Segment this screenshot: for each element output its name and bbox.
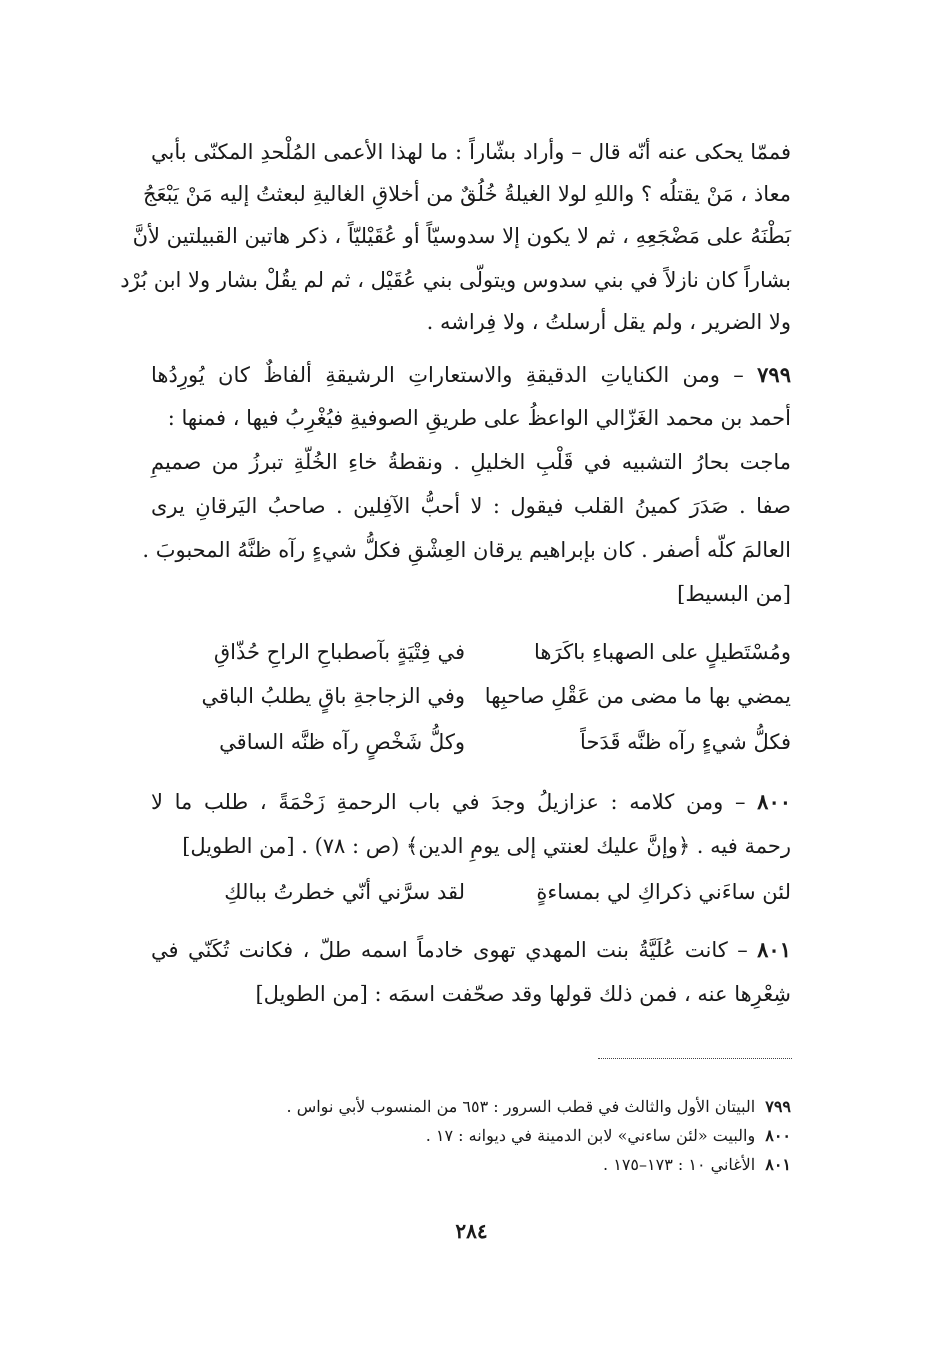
entry-text: – كانت عُلَيَّةُ بنت المهدي تهوى خادماً اسمه طلّ ، فكانت تُكَنّي في — [151, 938, 748, 962]
footnote-text: الأغاني ١٠ : ١٧٣–١٧٥ . — [603, 1155, 756, 1174]
footnote — [151, 1092, 791, 1121]
text-line: ولا الضرير ، ولم يقل أرسلتُ ، ولا فِراشه . — [426, 310, 791, 334]
footnote-divider — [598, 1058, 792, 1059]
text-line: فممّا يحكى عنه أنّه قال – وأراد بشّاراً : ما لهذا الأعمى المُلْحدِ المكنّى بأبي — [151, 140, 791, 164]
footnote-number: ٧٩٩ — [765, 1097, 791, 1116]
text-line: معاذ ، مَنْ يقتلُه ؟ واللهِ لولا الغيلةُ خُلُقٌ من أخلاقِ الغاليةِ لبعثتُ إليه مَنْ يَبْعَجُ — [143, 182, 791, 206]
footnote — [151, 1150, 791, 1179]
verse-first-hemistich: يمضي بها ما مضى من عَقْلِ صاحبِها — [484, 684, 791, 708]
entry-text: – ومن الكناياتِ الدقيقةِ والاستعاراتِ الرشيقةِ ألفاظٌ كان يُورِدُها — [151, 363, 744, 387]
entry-799-line — [151, 355, 791, 395]
footnote — [151, 1121, 791, 1150]
verse-second-hemistich: وفي الزجاجةِ باقٍ يطلبُ الباقي — [201, 684, 465, 708]
entry-801-line — [151, 930, 791, 970]
verse-second-hemistich: وكلُّ شَخْصٍ رآه ظنَّه الساقي — [219, 730, 465, 754]
verse-first-hemistich: لئن ساءَني ذكراكِ لي بمساءةٍ — [536, 880, 791, 904]
entry-number: ٨٠٠ — [757, 789, 792, 814]
verse-first-hemistich: فكلُّ شيءٍ رآه ظنَّه قَدَحاً — [580, 730, 791, 754]
verse-second-hemistich: في فِتْيَةٍ بآصطباحِ الراحِ حُذّاقِ — [213, 640, 465, 664]
text-line: بشاراً كان نازلاً في بني سدوس ويتولّى بني عُقَيْل ، ثم لم يقُلْ بشار ولا ابن بُرْد — [120, 268, 791, 292]
text-line: أحمد بن محمد الغَزّالي الواعظُ على طريقِ الصوفيةِ فيُغْرِبُ فيها ، فمنها : — [167, 406, 791, 430]
verse-first-hemistich: ومُسْتَطيلٍ على الصهباءِ باكَرَها — [534, 640, 791, 664]
entry-text: – ومن كلامه : عزازيلُ وجدَ في باب الرحمةِ زَحْمَةً ، طلب ما لا — [151, 790, 746, 814]
page-number: ٢٨٤ — [455, 1219, 488, 1243]
meter-label: [من البسيط] — [677, 582, 791, 606]
text-line: صفا . صَدَرَ كمينُ القلب فيقول : لا أحبُّ الآفِلين . صاحبُ اليَرقانِ يرى — [151, 494, 791, 518]
text-line: ماجت بحارُ التشبيه في قَلْبِ الخليلِ . ونقطةُ خاءِ الخُلّةِ تبرزُ من صميمِ — [151, 450, 791, 474]
footnote-number: ٨٠٠ — [765, 1126, 791, 1145]
entry-number: ٧٩٩ — [757, 362, 791, 387]
footnote-text: والبيت «لئن ساءني» لابن الدمينة في ديوانه : ١٧ . — [425, 1126, 756, 1145]
footnote-text: البيتان الأول والثالث في قطب السرور : ٦٥٣ من المنسوب لأبي نواس . — [286, 1097, 756, 1116]
text-line: رحمة فيه . ﴿وإنَّ عليك لعنتي إلى يومِ الدين﴾ (ص : ٧٨) . [من الطويل] — [182, 834, 791, 858]
entry-800-line — [151, 782, 791, 822]
text-line: العالمَ كلّه أصفر . كان بإبراهيم يرقان العِشْقِ فكلُّ شيءٍ رآه ظنَّهُ المحبوبَ . — [142, 538, 791, 562]
entry-number: ٨٠١ — [757, 937, 791, 962]
text-line: شِعْرِها عنه ، فمن ذلك قولها وقد صحّفت اسمَه : [من الطويل] — [255, 982, 791, 1006]
text-line: بَطْنَهُ على مَضْجَعِهِ ، ثم لا يكون إلا سدوسيّاً أو عُقَيْليّاً ، ذكر هاتين القبيلتين لأنَّ — [132, 224, 791, 248]
footnote-number: ٨٠١ — [765, 1155, 791, 1174]
verse-second-hemistich: لقد سرَّني أنّي خطرتُ ببالكِ — [224, 880, 465, 904]
